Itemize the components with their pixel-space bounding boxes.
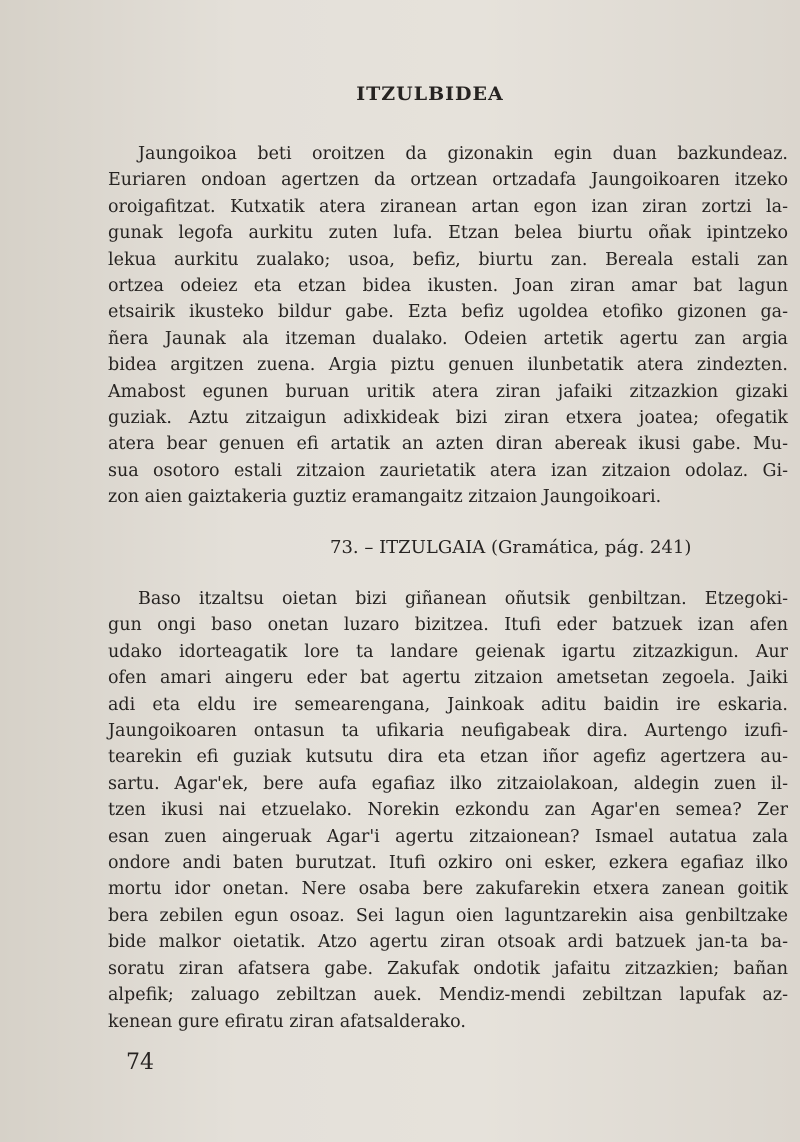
text-line: sartu. Agar'ek, bere aufa egafiaz ilko zitzaiolakoan, aldegin zuen il- [108, 773, 788, 794]
text-line: tzen ikusi nai etzuelako. Norekin ezkondu zan Agar'en semea? Zer [108, 800, 788, 821]
text-line: udako idorteagatik lore ta landare geienak igartu zitzazkigun. Aur [108, 641, 788, 662]
text-line: lekua aurkitu zualako; usoa, befiz, biurtu zan. Bereala estali zan [108, 249, 788, 270]
text-line: sua osotoro estali zitzaion zaurietatik atera izan zitzaion odolaz. Gi- [108, 460, 788, 481]
text-line: zon aien gaiztakeria guztiz eramangaitz zitzaion Jaungoikoari. [108, 487, 662, 508]
text-line: tearekin efi guziak kutsutu dira eta etzan iñor agefiz agertzera au- [108, 747, 788, 768]
paragraph-2 [108, 586, 788, 1035]
text-line: esan zuen aingeruak Agar'i agertu zitzaionean? Ismael autatua zala [108, 826, 788, 847]
text-line: Jaungoikoa beti oroitzen da gizonakin egin duan bazkundeaz. [138, 144, 788, 164]
text-line: ofen amari aingeru eder bat agertu zitzaion ametsetan zegoela. Jaiki [108, 668, 788, 689]
text-line: Amabost egunen buruan uritik atera ziran jafaiki zitzazkion gizaki [108, 381, 788, 402]
text-line: Baso itzaltsu oietan bizi giñanean oñutsik genbiltzan. Etzegoki- [138, 589, 788, 609]
text-line: gunak legofa aurkitu zuten lufa. Etzan belea biurtu oñak ipintzeko [108, 223, 788, 244]
text-line: kenean gure efiratu ziran afatsalderako. [108, 1011, 466, 1032]
text-line: Jaungoikoaren ontasun ta ufikaria neufigabeak dira. Aurtengo izufi- [108, 721, 788, 742]
page-title: ITZULBIDEA [356, 83, 504, 105]
text-line: oroigafitzat. Kutxatik atera ziranean artan egon izan ziran zortzi la- [108, 196, 788, 217]
text-line: etsairik ikusteko bildur gabe. Ezta befiz ugoldea etofiko gizonen ga- [108, 302, 788, 323]
text-line: ortzea odeiez eta etzan bidea ikusten. Joan ziran amar bat lagun [108, 276, 788, 297]
text-line: atera bear genuen efi artatik an azten diran abereak ikusi gabe. Mu- [108, 434, 788, 455]
text-line: bidea argitzen zuena. Argia piztu genuen ilunbetatik atera zindezten. [108, 355, 788, 376]
text-line: Euriaren ondoan agertzen da ortzean ortzadafa Jaungoikoaren itzeko [108, 170, 788, 191]
text-line: gun ongi baso onetan luzaro bizitzea. Itufi eder batzuek izan afen [108, 615, 788, 636]
text-line: alpefik; zaluago zebiltzan auek. Mendiz-mendi zebiltzan lapufak az- [108, 985, 788, 1006]
text-line: ondore andi baten burutzat. Itufi ozkiro oni esker, ezkera egafiaz ilko [108, 853, 788, 874]
page-number: 74 [126, 1050, 154, 1075]
text-line: bide malkor oietatik. Atzo agertu ziran otsoak ardi batzuek jan-ta ba- [108, 932, 788, 953]
text-line: guziak. Aztu zitzaigun adixkideak bizi ziran etxera joatea; ofegatik [108, 408, 788, 429]
text-line: ñera Jaunak ala itzeman dualako. Odeien artetik agertu zan argia [108, 328, 788, 349]
paragraph-1 [108, 141, 788, 511]
text-line: mortu idor onetan. Nere osaba bere zakufarekin etxera zanean goitik [108, 879, 788, 900]
text-line: soratu ziran afatsera gabe. Zakufak ondotik jafaitu zitzazkien; bañan [108, 958, 788, 979]
text-line: adi eta eldu ire semearengana, Jainkoak aditu baidin ire eskaria. [108, 694, 788, 715]
section-heading: 73. – ITZULGAIA (Gramática, pág. 241) [330, 537, 692, 558]
text-line: bera zebilen egun osoaz. Sei lagun oien laguntzarekin aisa genbiltzake [108, 905, 788, 926]
